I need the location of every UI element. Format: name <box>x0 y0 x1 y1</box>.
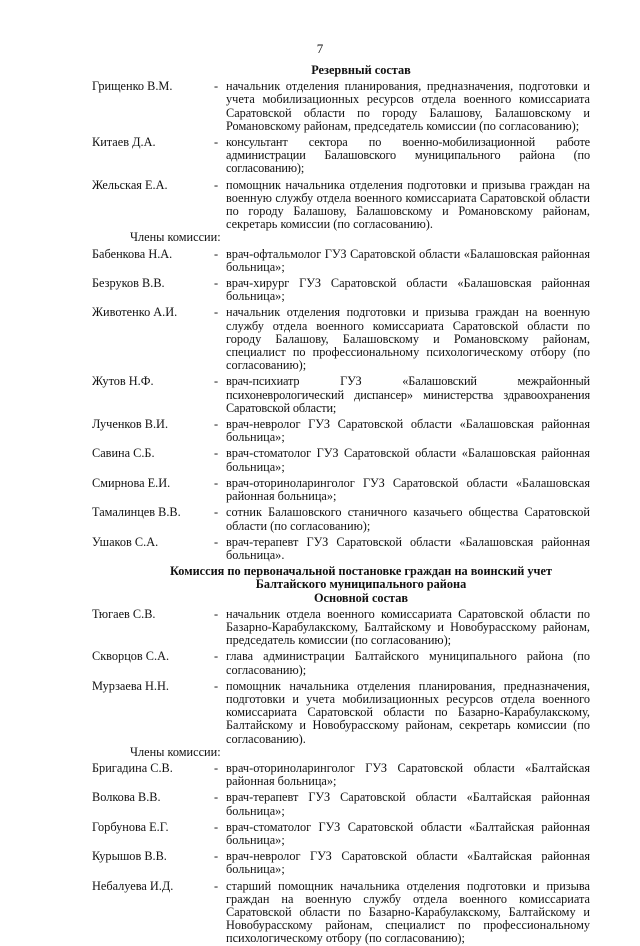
person-name: Небалуева И.Д. <box>92 878 174 893</box>
person-role: врач-хирург ГУЗ Саратовской области «Балашовская районная больница»; <box>226 276 590 304</box>
person-role: врач-оториноларинголог ГУЗ Саратовской области «Балтайская районная больница»; <box>226 760 590 789</box>
member-row: Смирнова Е.И. - врач-оториноларинголог ГУЗ Саратовской области «Балашовская районная больница»; <box>92 475 590 504</box>
member-row: Горбунова Е.Г. - врач-стоматолог ГУЗ Саратовской области «Балтайская районная больница»; <box>92 819 590 847</box>
person-name: Бригадина С.В. <box>92 760 173 775</box>
person-role: врач-стоматолог ГУЗ Саратовской области «Балашовская районная больница»; <box>226 446 590 474</box>
member-row: Бабенкова Н.А. - врач-офтальмолог ГУЗ Саратовской области «Балашовская районная больница»; <box>92 246 590 274</box>
member-row: Безруков В.В. - врач-хирург ГУЗ Саратовской области «Балашовская районная больница»; <box>92 276 590 304</box>
member-row: Животенко А.И. - начальник отделения подготовки и призыва граждан на военную службу отдела военного комиссариата Саратовской области по городу Балашову, Балашовскому и Романовскому районам, специалист по профессиональному психологическому отбору (по согласованию); <box>92 305 590 373</box>
member-row: Курышов В.В. - врач-невролог ГУЗ Саратовской области «Балтайская районная больница»; <box>92 849 590 877</box>
members-label: Члены комиссии: <box>130 744 221 759</box>
section-subheading-main: Основной состав <box>313 590 409 605</box>
page-number: 7 <box>316 41 324 56</box>
person-role: врач-терапевт ГУЗ Саратовской области «Балашовская районная больница». <box>226 534 590 562</box>
person-role: помощник начальника отделения планирования, предназначения, подготовки и учета мобилизационных ресурсов отдела военного комиссариата Саратовской области по Базарно-Карабулакскому, Балтайскому и Новобурасскому районам, секретарь комиссии (по согласованию). <box>226 678 590 746</box>
person-name: Волкова В.В. <box>92 790 161 805</box>
person-name: Смирнова Е.И. <box>92 475 171 490</box>
entry-row: Жельская Е.А. - помощник начальника отделения подготовки и призыва граждан на военную службу отдела военного комиссариата Саратовской области по городу Балашову, Балашовскому и Романовскому районам, секретарь комиссии (по согласованию). <box>92 177 590 232</box>
member-row: Волкова В.В. - врач-терапевт ГУЗ Саратовской области «Балтайская районная больница»; <box>92 790 590 818</box>
person-name: Тамалинцев В.В. <box>92 505 181 520</box>
person-role: врач-оториноларинголог ГУЗ Саратовской области «Балашовская районная больница»; <box>226 475 590 504</box>
entry-row: Китаев Д.А. - консультант сектора по военно-мобилизационной работе администрации Балашовского муниципального района (по согласованию); <box>92 135 590 176</box>
person-name: Безруков В.В. <box>92 276 165 291</box>
document-body <box>92 64 590 946</box>
member-row: Небалуева И.Д. - старший помощник начальника отделения подготовки и призыва граждан на военную службу отдела военного комиссариата Саратовской области по Базарно-Карабулакскому, Балтайскому и Новобурасскому районам, специалист по профессиональному психологическому отбору (по согласованию); <box>92 878 590 946</box>
member-row: Савина С.Б. - врач-стоматолог ГУЗ Саратовской области «Балашовская районная больница»; <box>92 446 590 474</box>
person-name: Горбунова Е.Г. <box>92 819 169 834</box>
entry-row: Тюгаев С.В. - начальник отдела военного комиссариата Саратовской области по Базарно-Карабулакскому, Балтайскому и Новобурасскому районам, председатель комиссии (по согласованию); <box>92 606 590 648</box>
person-name: Тюгаев С.В. <box>92 606 156 621</box>
person-name: Бабенкова Н.А. <box>92 246 173 261</box>
entry-row: Мурзаева Н.Н. - помощник начальника отделения планирования, предназначения, подготовки и учета мобилизационных ресурсов отдела военного комиссариата Саратовской области по Базарно-Карабулакскому, Балтайскому и Новобурасскому районам, секретарь комиссии (по согласованию). <box>92 678 590 746</box>
member-row: Жутов Н.Ф. - врач-психиатр ГУЗ «Балашовский межрайонный психоневрологический диспансер» министерства здравоохранения Саратовской области; <box>92 374 590 415</box>
person-role: начальник отделения планирования, предназначения, подготовки и учета мобилизационных ресурсов отдела военного комиссариата Саратовской области по городу Балашову, Балашовскому и Романовскому районам, председатель комиссии (по согласованию); <box>226 79 590 133</box>
person-role: глава администрации Балтайского муниципального района (по согласованию); <box>226 649 590 677</box>
person-name: Курышов В.В. <box>92 849 167 864</box>
person-role: начальник отделения подготовки и призыва граждан на военную службу отдела военного комиссариата Саратовской области по городу Балашову, Балашовскому и Романовскому районам, специалист по профессиональному психологическому отбору (по согласованию); <box>226 305 590 373</box>
person-name: Савина С.Б. <box>92 446 155 461</box>
person-role: врач-невролог ГУЗ Саратовской области «Балашовская районная больница»; <box>226 417 590 445</box>
section-heading-commission: Комиссия по первоначальной постановке граждан на воинский учет <box>169 564 552 579</box>
person-role: помощник начальника отделения подготовки и призыва граждан на военную службу отдела военного комиссариата Саратовской области по городу Балашову, Балашовскому и Романовскому районам, секретарь комиссии (по согласованию). <box>226 177 590 232</box>
person-name: Ушаков С.А. <box>92 534 159 549</box>
entry-row: Скворцов С.А. - глава администрации Балтайского муниципального района (по согласованию); <box>92 649 590 677</box>
person-role: начальник отдела военного комиссариата Саратовской области по Базарно-Карабулакскому, Балтайскому и Новобурасскому районам, председатель комиссии (по согласованию); <box>226 606 590 648</box>
person-role: врач-невролог ГУЗ Саратовской области «Балтайская районная больница»; <box>226 849 590 877</box>
person-name: Китаев Д.А. <box>92 135 156 150</box>
person-name: Скворцов С.А. <box>92 649 170 664</box>
member-row: Ушаков С.А. - врач-терапевт ГУЗ Саратовской области «Балашовская районная больница». <box>92 534 590 562</box>
member-row: Бригадина С.В. - врач-оториноларинголог ГУЗ Саратовской области «Балтайская районная больница»; <box>92 760 590 789</box>
section-heading-reserve: Резервный состав <box>311 63 411 77</box>
person-name: Жутов Н.Ф. <box>92 374 154 389</box>
person-name: Животенко А.И. <box>92 305 178 320</box>
member-row: Тамалинцев В.В. - сотник Балашовского станичного казачьего общества Саратовской области (по согласованию); <box>92 505 590 533</box>
person-name: Мурзаева Н.Н. <box>92 678 169 693</box>
person-role: врач-офтальмолог ГУЗ Саратовской области «Балашовская районная больница»; <box>226 246 590 274</box>
person-role: старший помощник начальника отделения подготовки и призыва граждан на военную службу отдела военного комиссариата Саратовской области по Базарно-Карабулакскому, Балтайскому и Новобурасскому районам, специалист по профессиональному психологическому отбору (по согласованию); <box>226 878 590 946</box>
person-name: Грищенко В.М. <box>92 79 173 94</box>
person-role: сотник Балашовского станичного казачьего общества Саратовской области (по согласованию); <box>226 505 590 533</box>
person-name: Жельская Е.А. <box>92 177 168 192</box>
person-role: врач-терапевт ГУЗ Саратовской области «Балтайская районная больница»; <box>226 790 590 818</box>
person-role: консультант сектора по военно-мобилизационной работе администрации Балашовского муниципального района (по согласованию); <box>226 135 590 176</box>
entry-row: Грищенко В.М. - начальник отделения планирования, предназначения, подготовки и учета мобилизационных ресурсов отдела военного комиссариата Саратовской области по городу Балашову, Балашовскому и Романовскому районам, председатель комиссии (по согласованию); <box>92 79 590 133</box>
member-row: Лученков В.И. - врач-невролог ГУЗ Саратовской области «Балашовская районная больница»; <box>92 417 590 445</box>
person-name: Лученков В.И. <box>92 417 169 432</box>
section-heading-district: Балтайского муниципального района <box>255 577 467 592</box>
members-label: Члены комиссии: <box>130 230 221 245</box>
person-role: врач-психиатр ГУЗ «Балашовский межрайонный психоневрологический диспансер» министерства здравоохранения Саратовской области; <box>226 374 590 415</box>
person-role: врач-стоматолог ГУЗ Саратовской области «Балтайская районная больница»; <box>226 819 590 847</box>
